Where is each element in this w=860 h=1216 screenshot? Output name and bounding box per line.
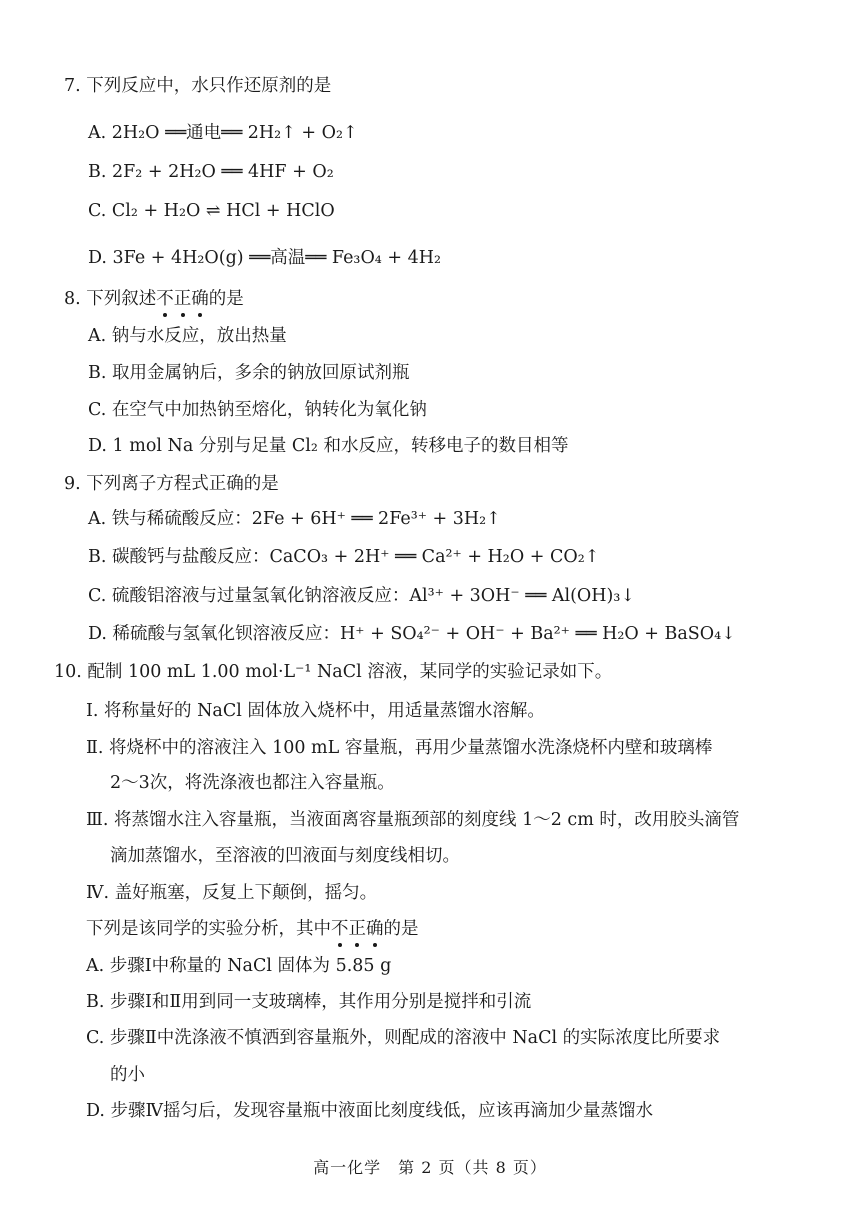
q10-option-c-line-2: 的小 (110, 1065, 145, 1085)
emphasis-char: 不 (331, 919, 349, 939)
q8-option-c: C. 在空气中加热钠至熔化，钠转化为氧化钠 (88, 400, 427, 420)
q10-option-a: A. 步骤Ⅰ中称量的 NaCl 固体为 5.85 g (86, 956, 392, 976)
q7-option-a: A. 2H₂O ══通电══ 2H₂↑ + O₂↑ (88, 123, 358, 143)
q7-option-d: D. 3Fe + 4H₂O(g) ══高温══ Fe₃O₄ + 4H₂ (88, 248, 441, 268)
q8-stem-emphasis (156, 289, 209, 309)
q8-option-d: D. 1 mol Na 分别与足量 Cl₂ 和水反应，转移电子的数目相等 (88, 436, 569, 456)
q9-option-c: C. 硫酸铝溶液与过量氢氧化钠溶液反应：Al³⁺ + 3OH⁻ ══ Al(OH)₃↓ (88, 586, 636, 606)
q10-option-d: D. 步骤Ⅳ摇匀后，发现容量瓶中液面比刻度线低，应该再滴加少量蒸馏水 (86, 1101, 654, 1121)
q10-step-2-line-2: 2～3次，将洗涤液也都注入容量瓶。 (110, 773, 395, 793)
q10-option-c-line-1: C. 步骤Ⅱ中洗涤液不慎洒到容量瓶外，则配成的溶液中 NaCl 的实际浓度比所要求 (86, 1028, 721, 1048)
page-footer: 高一化学 第 2 页（共 8 页） (313, 1158, 547, 1177)
q10-stem: 10. 配制 100 mL 1.00 mol·L⁻¹ NaCl 溶液，某同学的实验记录如下。 (54, 662, 613, 682)
q8-stem-prefix: 8. 下列叙述 (64, 289, 157, 309)
q10-step-2-line-1: Ⅱ. 将烧杯中的溶液注入 100 mL 容量瓶，再用少量蒸馏水洗涤烧杯内壁和玻璃棒 (86, 738, 713, 758)
q10-analysis-emphasis (331, 919, 384, 939)
q10-analysis-suffix: 的是 (383, 919, 419, 939)
q9-option-b: B. 碳酸钙与盐酸反应：CaCO₃ + 2H⁺ ══ Ca²⁺ + H₂O + CO₂↑ (88, 547, 600, 567)
q10-option-b: B. 步骤Ⅰ和Ⅱ用到同一支玻璃棒，其作用分别是搅拌和引流 (86, 992, 532, 1012)
q8-option-a: A. 钠与水反应，放出热量 (88, 326, 287, 346)
q9-option-d: D. 稀硫酸与氢氧化钡溶液反应：H⁺ + SO₄²⁻ + OH⁻ + Ba²⁺ ══ H₂O + BaSO₄↓ (88, 624, 736, 644)
q7-option-b: B. 2F₂ + 2H₂O ══ 4HF + O₂ (88, 162, 334, 182)
emphasis-char: 不 (156, 289, 174, 309)
q10-step-4: Ⅳ. 盖好瓶塞，反复上下颠倒，摇匀。 (86, 883, 378, 903)
emphasis-char: 确 (366, 919, 384, 939)
emphasis-char: 正 (173, 289, 192, 309)
q8-option-b: B. 取用金属钠后，多余的钠放回原试剂瓶 (88, 363, 410, 383)
q10-analysis-stem (86, 917, 419, 941)
q10-analysis-prefix: 下列是该同学的实验分析，其中 (86, 919, 331, 939)
q9-stem: 9. 下列离子方程式正确的是 (64, 474, 279, 494)
q7-stem: 7. 下列反应中，水只作还原剂的是 (64, 76, 332, 96)
q10-step-3-line-2: 滴加蒸馏水，至溶液的凹液面与刻度线相切。 (110, 846, 460, 866)
q7-option-c: C. Cl₂ + H₂O ⇌ HCl + HClO (88, 201, 335, 221)
emphasis-char: 确 (191, 289, 209, 309)
emphasis-char: 正 (348, 919, 366, 939)
q10-step-3-line-1: Ⅲ. 将蒸馏水注入容量瓶，当液面离容量瓶颈部的刻度线 1～2 cm 时，改用胶头滴管 (86, 810, 740, 830)
q10-step-1: Ⅰ. 将称量好的 NaCl 固体放入烧杯中，用适量蒸馏水溶解。 (86, 701, 545, 721)
q8-stem-suffix: 的是 (208, 289, 244, 309)
q8-stem (64, 287, 244, 311)
q9-option-a: A. 铁与稀硫酸反应：2Fe + 6H⁺ ══ 2Fe³⁺ + 3H₂↑ (88, 509, 501, 529)
